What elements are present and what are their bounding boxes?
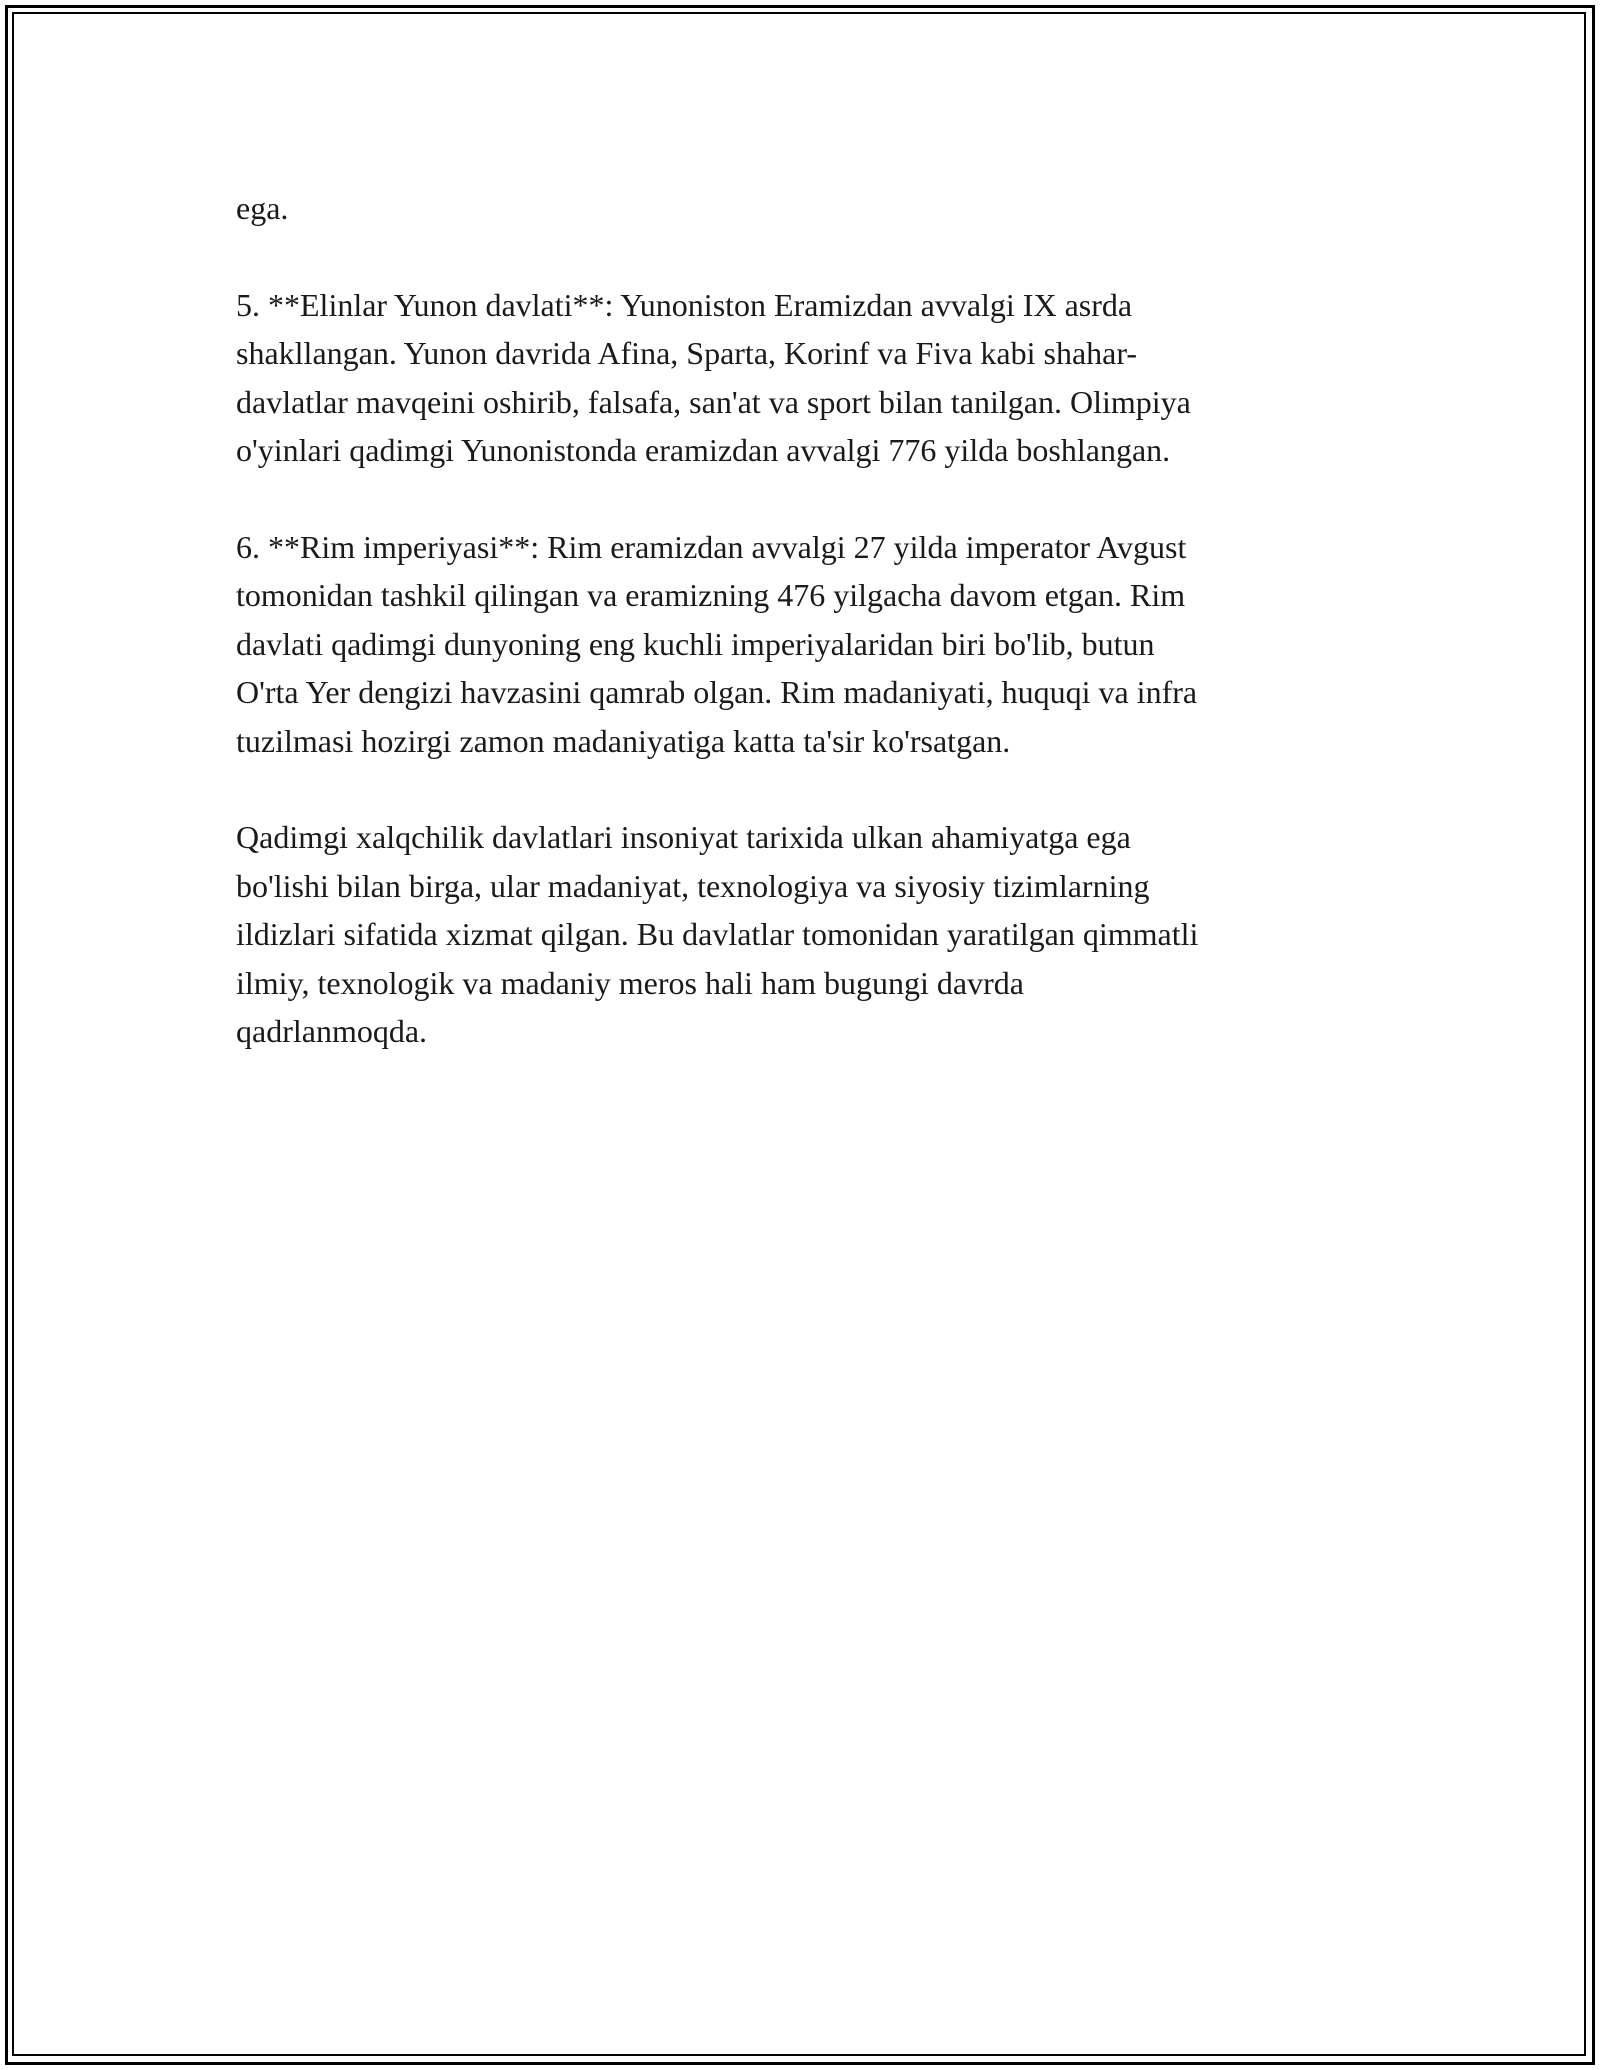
paragraph-greek-state: 5. **Elinlar Yunon davlati**: Yunoniston Eramizdan avvalgi IX asrda shakllangan. Yunon davrida Afina, Sparta, Korinf va Fiva kabi shahar- davlatlar mavqeini oshirib, falsafa, san'at va sport bilan tanilgan. Olimpiya o'yinlari qadimgi Yunonistonda eramizdan avvalgi 776 yilda boshlangan. bbox=[236, 286, 1191, 468]
paragraph-roman-empire: 6. **Rim imperiyasi**: Rim eramizdan avvalgi 27 yilda imperator Avgust tomonidan tashkil qilingan va eramizning 476 yilgacha davom etgan. Rim davlati qadimgi dunyoning eng kuchli imperiyalaridan biri bo'lib, butun O'rta Yer dengizi havzasini qamrab olgan. Rim madaniyati, huquqi va infra tuzilmasi hozirgi zamon madaniyatiga katta ta'sir ko'rsatgan. bbox=[236, 528, 1198, 759]
paragraph-continuation: ega. bbox=[236, 190, 289, 226]
paragraph-conclusion: Qadimgi xalqchilik davlatlari insoniyat tarixida ulkan ahamiyatga ega bo'lishi bilan birga, ular madaniyat, texnologiya va siyosiy tizimlarning ildizlari sifatida xizmat qilgan. Bu davlatlar tomonidan yaratilgan qimmatli ilmiy, texnologik va madaniy meros hali ham bugungi davrda qadrlanmoqda. bbox=[236, 819, 1199, 1049]
document-body bbox=[236, 184, 1366, 1104]
